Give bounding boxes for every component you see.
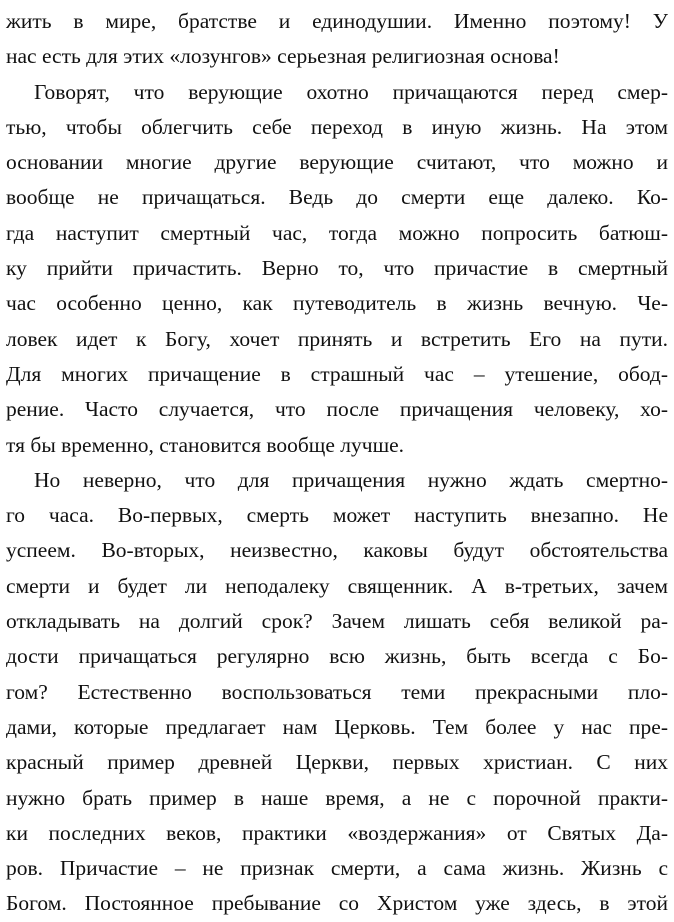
text-line: нужно брать пример в наше время, а не с порочной практи- <box>6 785 668 810</box>
text-line: откладывать на долгий срок? Зачем лишать себя великой ра- <box>6 609 668 634</box>
text-line: красный пример древней Церкви, первых христиан. С них <box>6 750 668 775</box>
text-line: нас есть для этих «лозунгов» серьезная религиозная основа! <box>6 44 560 69</box>
text-line: ку прийти причастить. Верно то, что причастие в смертный <box>6 256 668 281</box>
text-line: тя бы временно, становится вообще лучше. <box>6 432 405 457</box>
text-line: Богом. Постоянное пребывание со Христом уже здесь, в этой <box>6 891 668 916</box>
text-line: гда наступит смертный час, тогда можно попросить батюш- <box>6 220 668 245</box>
text-line: Для многих причащение в страшный час – утешение, обод- <box>6 361 668 386</box>
text-line: гом? Естественно воспользоваться теми прекрасными пло- <box>6 679 668 704</box>
text-line: час особенно ценно, как путеводитель в жизнь вечную. Че- <box>6 291 668 316</box>
text-line: Но неверно, что для причащения нужно ждать смертно- <box>34 467 668 492</box>
text-line: ки последних веков, практики «воздержания» от Святых Да- <box>6 820 668 845</box>
text-line: ров. Причастие – не признак смерти, а сама жизнь. Жизнь с <box>6 856 668 881</box>
paragraph-3 <box>6 463 668 922</box>
text-line: основании многие другие верующие считают, что можно и <box>6 150 668 175</box>
text-line: успеем. Во-вторых, неизвестно, каковы будут обстоятельства <box>6 538 668 563</box>
text-line: рение. Часто случается, что после причащения человеку, хо- <box>6 397 668 422</box>
text-line: смерти и будет ли неподалеку священник. А в-третьих, зачем <box>6 573 668 598</box>
text-line: жить в мире, братстве и единодушии. Именно поэтому! У <box>6 9 668 33</box>
text-line: го часа. Во-первых, смерть может наступить внезапно. Не <box>6 503 668 528</box>
text-line: ловек идет к Богу, хочет принять и встретить Его на пути. <box>6 326 668 351</box>
paragraph-2 <box>6 75 668 463</box>
text-line: Говорят, что верующие охотно причащаются перед смер- <box>34 79 668 104</box>
text-line: вообще не причащаться. Ведь до смерти еще далеко. Ко- <box>6 185 668 210</box>
paragraph-1 <box>6 4 668 75</box>
text-line: дости причащаться регулярно всю жизнь, быть всегда с Бо- <box>6 644 668 669</box>
document-page <box>6 4 668 922</box>
text-line: тью, чтобы облегчить себе переход в иную жизнь. На этом <box>6 114 668 139</box>
text-line: дами, которые предлагает нам Церковь. Тем более у нас пре- <box>6 714 668 739</box>
